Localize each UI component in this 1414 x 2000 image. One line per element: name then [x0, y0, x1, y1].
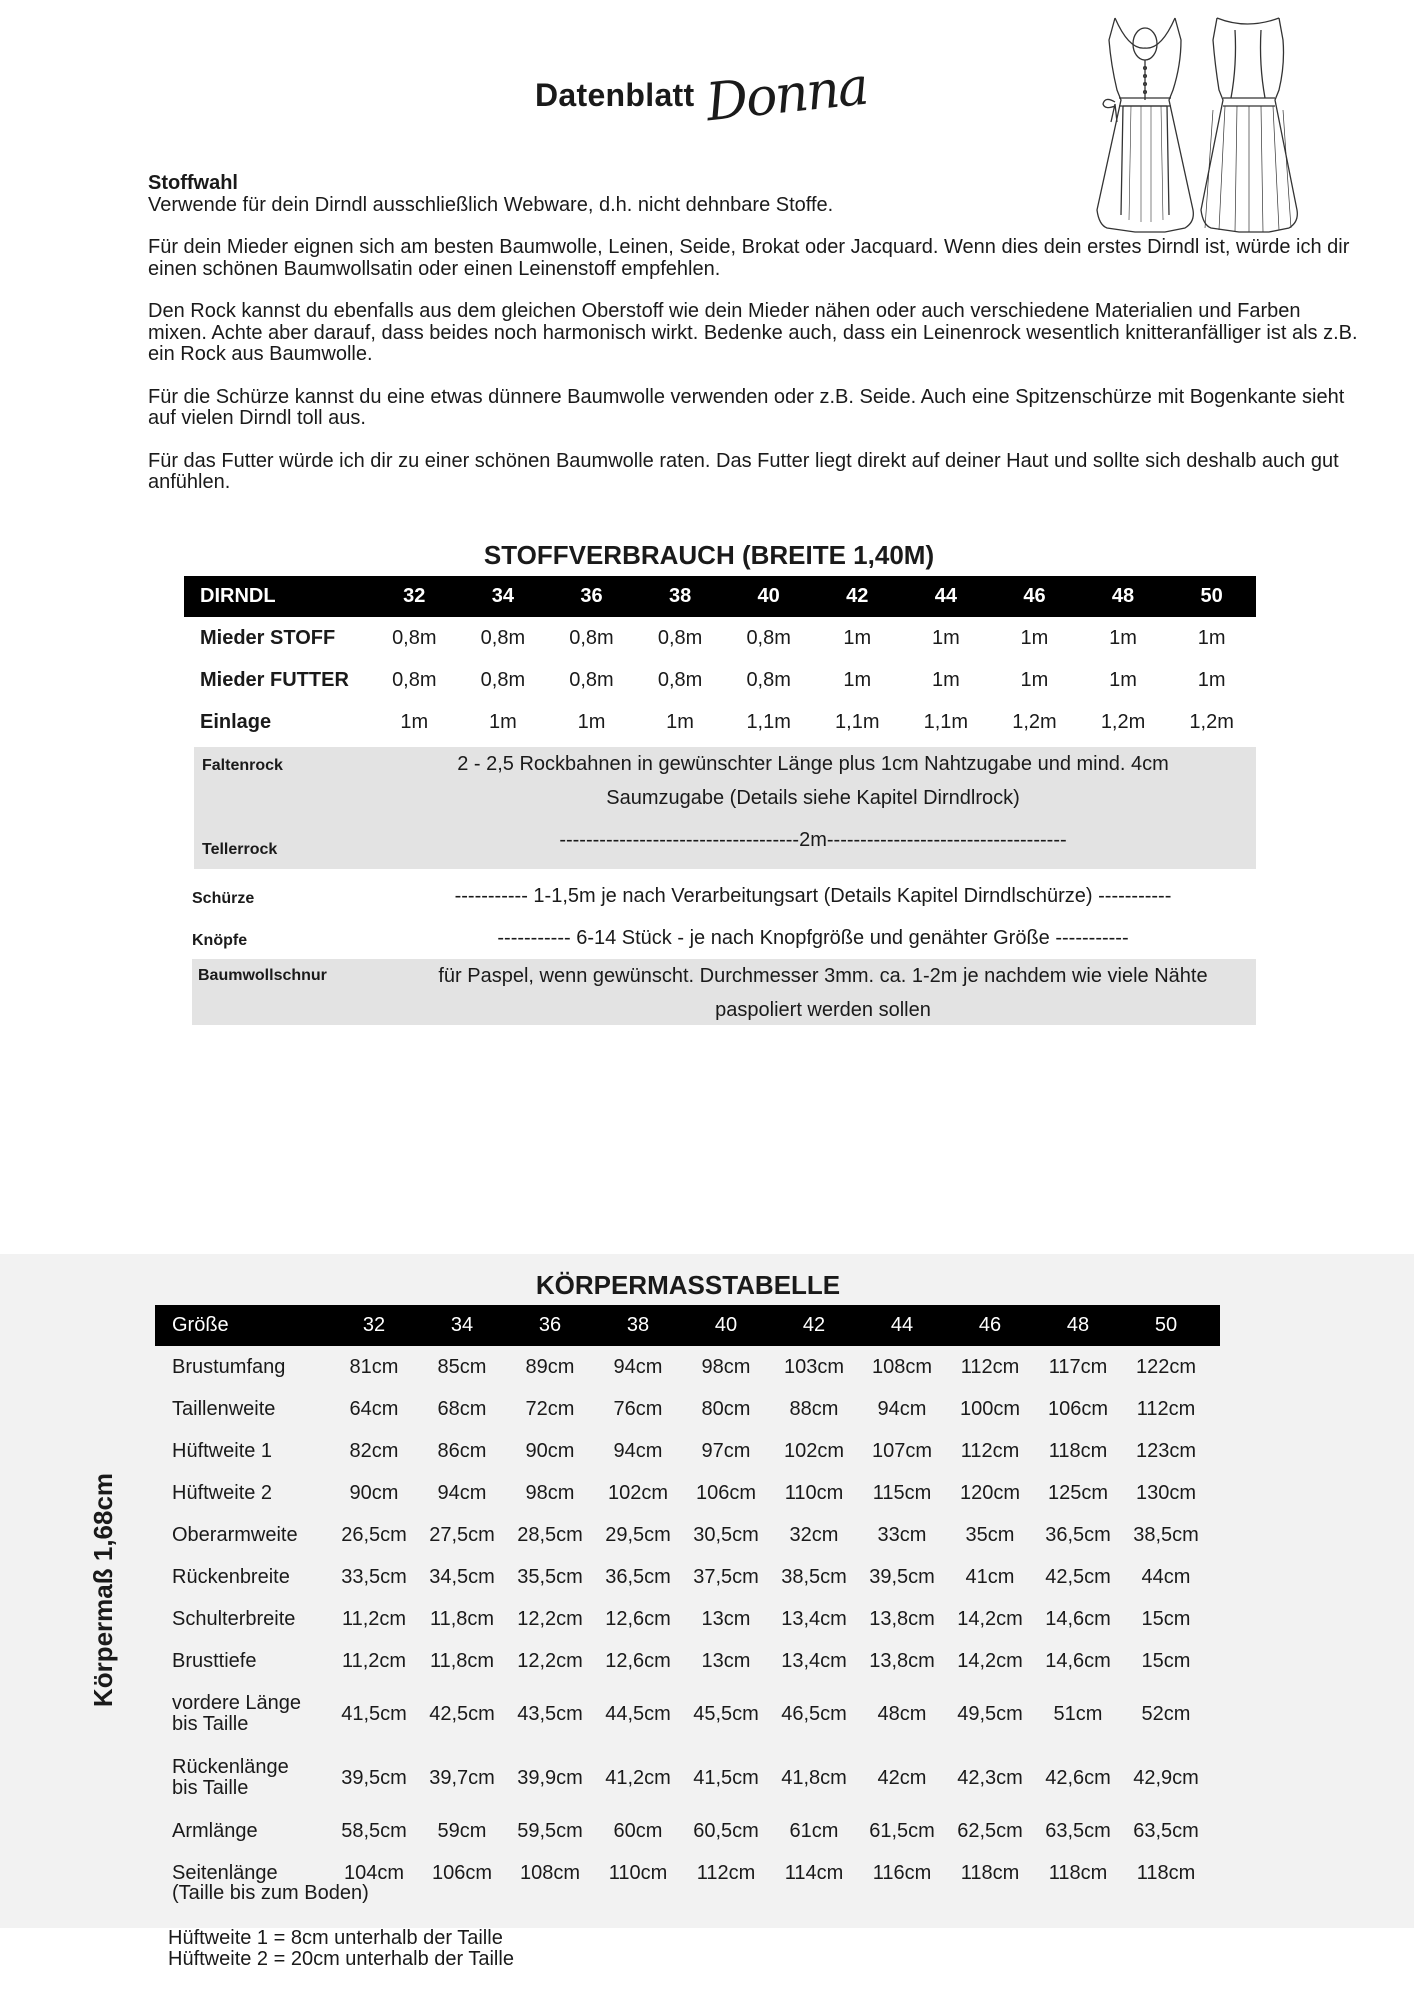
- table-row: [155, 1640, 1220, 1682]
- table-cell: 1m: [931, 626, 960, 649]
- table-cell: 61cm: [789, 1819, 839, 1842]
- table-cell: 59cm: [437, 1819, 487, 1842]
- tellerrock-label: Tellerrock: [202, 841, 278, 858]
- table-cell: 14,6cm: [1045, 1607, 1111, 1630]
- size-header: 46: [1023, 585, 1046, 607]
- title-text: Datenblatt: [535, 76, 695, 113]
- size-header: 44: [890, 1314, 914, 1336]
- size-header: 38: [626, 1314, 650, 1336]
- knoepfe-row: [192, 917, 1256, 959]
- size-header: 36: [538, 1314, 562, 1336]
- table-cell: 41,2cm: [605, 1766, 671, 1789]
- header-label: DIRNDL: [200, 585, 276, 607]
- table-row: [155, 1810, 1220, 1852]
- table-cell: 106cm: [1047, 1397, 1109, 1420]
- size-header: 42: [846, 585, 869, 607]
- table-cell: 12,6cm: [605, 1649, 671, 1672]
- table-cell: 41cm: [965, 1565, 1015, 1588]
- row-label-line: Taillenweite: [172, 1397, 276, 1420]
- table-cell: 118cm: [1136, 1861, 1196, 1884]
- table-cell: 0,8m: [657, 668, 703, 691]
- table-cell: 44,5cm: [605, 1702, 671, 1725]
- table-cell: 125cm: [1047, 1481, 1109, 1504]
- table-cell: 0,8m: [480, 668, 526, 691]
- table-cell: 43,5cm: [517, 1702, 583, 1725]
- table-cell: 36,5cm: [605, 1565, 671, 1588]
- table-cell: 118cm: [960, 1861, 1020, 1884]
- row-label: [155, 1609, 330, 1630]
- intro-paragraph: Den Rock kannst du ebenfalls aus dem gleichen Oberstoff wie dein Mieder nähen oder auch verschiedene Materialien und Farben mixen. Achte aber darauf, dass beides noch harmonisch wirkt. Bedenke auch, dass ein Leinenrock wesentlich knitteranfälliger ist als z.B. ein Rock aus Baumwolle.: [148, 300, 1358, 365]
- table-cell: 33cm: [877, 1523, 927, 1546]
- table-cell: 123cm: [1135, 1439, 1197, 1462]
- row-label: [155, 1863, 330, 1884]
- intro-paragraph: Für die Schürze kannst du eine etwas dünnere Baumwolle verwenden oder z.B. Seide. Auch eine Spitzenschürze mit Bogenkante sieht auf vielen Dirndl toll aus.: [148, 385, 1345, 429]
- table-cell: 1m: [843, 668, 872, 691]
- footnote: Hüftweite 2 = 20cm unterhalb der Taille: [168, 1948, 514, 1970]
- table-cell: 29,5cm: [605, 1523, 671, 1546]
- size-header: 50: [1200, 585, 1223, 607]
- row-label-line: Hüftweite 1: [172, 1439, 273, 1462]
- table-cell: 1m: [577, 710, 606, 733]
- table-cell: 94cm: [613, 1439, 663, 1462]
- table-cell: 27,5cm: [429, 1523, 495, 1546]
- table-cell: 38,5cm: [781, 1565, 847, 1588]
- table-cell: 42,9cm: [1133, 1766, 1199, 1789]
- table-cell: 112cm: [1136, 1397, 1196, 1420]
- table-cell: 42,3cm: [957, 1766, 1023, 1789]
- size-header: 48: [1066, 1314, 1090, 1336]
- table-row: [184, 701, 1256, 743]
- size-header: 48: [1111, 585, 1135, 607]
- row-label-line: Schulterbreite: [172, 1607, 296, 1630]
- table-cell: 0,8m: [657, 626, 703, 649]
- table-header-row: [155, 1305, 1220, 1346]
- document-title: [535, 55, 871, 135]
- table-row: [155, 1682, 1220, 1746]
- table-cell: 13,8cm: [869, 1607, 935, 1630]
- table-cell: 108cm: [871, 1355, 933, 1378]
- table-cell: 42,5cm: [429, 1702, 495, 1725]
- table-cell: 130cm: [1135, 1481, 1197, 1504]
- row-label: [155, 1693, 330, 1735]
- schnur-row: [192, 959, 1256, 1025]
- row-label: [155, 1483, 330, 1504]
- table-cell: 60,5cm: [693, 1819, 759, 1842]
- size-header: 34: [491, 585, 515, 607]
- fabric-consumption-title: STOFFVERBRAUCH (BREITE 1,40M): [483, 540, 935, 570]
- table-cell: 100cm: [959, 1397, 1021, 1420]
- row-label-line: Armlänge: [172, 1819, 258, 1842]
- table-cell: 36,5cm: [1045, 1523, 1111, 1546]
- skirt-labels: [194, 747, 370, 869]
- row-label-line: Seitenlänge: [172, 1861, 278, 1884]
- table-cell: 97cm: [701, 1439, 751, 1462]
- table-cell: 13,8cm: [869, 1649, 935, 1672]
- table-row: [155, 1598, 1220, 1640]
- fabric-rows: [184, 617, 1256, 743]
- table-cell: 118cm: [1048, 1861, 1108, 1884]
- table-cell: 82cm: [349, 1439, 399, 1462]
- table-cell: 28,5cm: [517, 1523, 583, 1546]
- table-row: [184, 659, 1256, 701]
- table-cell: 14,2cm: [957, 1607, 1023, 1630]
- table-cell: 12,6cm: [605, 1607, 671, 1630]
- table-cell: 117cm: [1048, 1355, 1108, 1378]
- table-cell: 1m: [488, 710, 517, 733]
- table-cell: 1,2m: [1100, 710, 1146, 733]
- fabric-choice-section: [148, 173, 1358, 515]
- table-cell: 1m: [931, 668, 960, 691]
- table-cell: 0,8m: [392, 626, 437, 649]
- table-cell: 1,2m: [1012, 710, 1057, 733]
- table-cell: 52cm: [1141, 1702, 1191, 1725]
- table-cell: 68cm: [437, 1397, 487, 1420]
- table-cell: 1m: [1109, 626, 1137, 649]
- table-cell: 102cm: [783, 1439, 845, 1462]
- table-cell: 42cm: [877, 1766, 927, 1789]
- table-cell: 102cm: [607, 1481, 669, 1504]
- table-cell: 80cm: [701, 1397, 751, 1420]
- table-row: [155, 1556, 1220, 1598]
- knoepfe-label: Knöpfe: [192, 932, 248, 949]
- table-cell: 76cm: [613, 1397, 663, 1420]
- table-cell: 122cm: [1135, 1355, 1197, 1378]
- table-cell: 107cm: [871, 1439, 933, 1462]
- table-cell: 35,5cm: [517, 1565, 583, 1588]
- table-cell: 0,8m: [480, 626, 526, 649]
- table-cell: 112cm: [960, 1355, 1020, 1378]
- table-cell: 42,5cm: [1045, 1565, 1111, 1588]
- table-cell: 51cm: [1053, 1702, 1103, 1725]
- row-label-line: Rückenbreite: [172, 1565, 290, 1588]
- intro-paragraph: Für dein Mieder eignen sich am besten Baumwolle, Leinen, Seide, Brokat oder Jacquard. Wenn dies dein erstes Dirndl ist, würde ich dir einen schönen Baumwollsatin oder einen Leinenstoff empfehlen.: [148, 236, 1350, 280]
- size-header: 36: [580, 585, 603, 607]
- table-cell: 46,5cm: [781, 1702, 847, 1725]
- table-cell: 60cm: [613, 1819, 663, 1842]
- table-cell: 11,8cm: [429, 1649, 495, 1672]
- row-label-line: Hüftweite 2: [172, 1481, 273, 1504]
- table-row: [155, 1388, 1220, 1430]
- table-cell: 1,2m: [1189, 710, 1234, 733]
- table-cell: 14,2cm: [957, 1649, 1023, 1672]
- table-cell: 106cm: [695, 1481, 757, 1504]
- table-cell: 39,7cm: [429, 1766, 495, 1789]
- body-height-label: Körpermaß 1,68cm: [88, 1472, 118, 1708]
- row-label: [155, 1399, 330, 1420]
- table-cell: 11,8cm: [429, 1607, 495, 1630]
- footnotes: [168, 1928, 514, 1970]
- table-cell: 12,2cm: [517, 1649, 583, 1672]
- size-header: 34: [450, 1314, 474, 1336]
- table-cell: 112cm: [960, 1439, 1020, 1462]
- row-note: (Taille bis zum Boden): [172, 1882, 369, 1904]
- table-cell: 98cm: [525, 1481, 575, 1504]
- body-measurement-table: [155, 1305, 1220, 1905]
- row-label-line: Oberarmweite: [172, 1523, 298, 1546]
- row-label: Mieder STOFF: [200, 626, 336, 649]
- table-cell: 26,5cm: [341, 1523, 407, 1546]
- title-script-name: Donna: [703, 56, 871, 134]
- table-cell: 39,5cm: [341, 1766, 407, 1789]
- table-cell: 94cm: [437, 1481, 487, 1504]
- table-cell: 108cm: [519, 1861, 581, 1884]
- row-label-line: Brusttiefe: [172, 1649, 257, 1672]
- row-label-line: Rückenlänge: [172, 1756, 289, 1778]
- table-cell: 0,8m: [746, 668, 791, 691]
- table-cell: 90cm: [349, 1481, 399, 1504]
- table-cell: 30,5cm: [693, 1523, 759, 1546]
- row-label-line: bis Taille: [172, 1777, 249, 1799]
- table-cell: 64cm: [349, 1397, 399, 1420]
- size-header: 40: [714, 1314, 738, 1336]
- table-cell: 115cm: [872, 1481, 932, 1504]
- body-rows: [155, 1346, 1220, 1905]
- skirt-texts: [370, 747, 1256, 869]
- table-cell: 1m: [1109, 668, 1137, 691]
- intro-paragraph: Verwende für dein Dirndl ausschließlich Webware, d.h. nicht dehnbare Stoffe.: [148, 193, 834, 216]
- table-cell: 13cm: [701, 1649, 751, 1672]
- table-cell: 35cm: [965, 1523, 1015, 1546]
- size-header: 42: [802, 1314, 826, 1336]
- row-label-line: vordere Länge: [172, 1692, 301, 1714]
- size-header: 32: [362, 1314, 386, 1336]
- table-row: [155, 1472, 1220, 1514]
- table-cell: 72cm: [525, 1397, 575, 1420]
- table-cell: 88cm: [789, 1397, 839, 1420]
- schnur-texts: [390, 959, 1256, 1025]
- fabric-choice-heading: Stoffwahl: [148, 172, 238, 194]
- table-cell: 44cm: [1141, 1565, 1191, 1588]
- header-label: Größe: [172, 1314, 229, 1336]
- size-header: 46: [978, 1314, 1002, 1336]
- table-cell: 1m: [1197, 668, 1226, 691]
- footnote: Hüftweite 1 = 8cm unterhalb der Taille: [168, 1927, 503, 1949]
- table-cell: 38,5cm: [1133, 1523, 1199, 1546]
- schuerze-row: [192, 875, 1256, 917]
- skirt-block: [194, 747, 1256, 869]
- schuerze-label: Schürze: [192, 890, 255, 907]
- row-label-line: bis Taille: [172, 1713, 249, 1735]
- table-cell: 98cm: [701, 1355, 751, 1378]
- size-header: 32: [403, 585, 426, 607]
- row-label: [155, 1821, 330, 1842]
- table-cell: 120cm: [959, 1481, 1021, 1504]
- schnur-label: Baumwollschnur: [198, 967, 327, 984]
- row-label: [155, 1357, 330, 1378]
- row-label: [155, 1567, 330, 1588]
- table-cell: 42,6cm: [1045, 1766, 1111, 1789]
- table-cell: 15cm: [1141, 1649, 1191, 1672]
- table-cell: 41,8cm: [781, 1766, 847, 1789]
- table-cell: 11,2cm: [341, 1649, 407, 1672]
- table-cell: 106cm: [431, 1861, 493, 1884]
- faltenrock-label: Faltenrock: [202, 757, 283, 774]
- row-label: Mieder FUTTER: [200, 668, 349, 691]
- table-cell: 103cm: [783, 1355, 845, 1378]
- table-cell: 90cm: [525, 1439, 575, 1462]
- table-cell: 114cm: [784, 1861, 844, 1884]
- table-cell: 63,5cm: [1045, 1819, 1111, 1842]
- table-cell: 81cm: [349, 1355, 399, 1378]
- row-label: [155, 1525, 330, 1546]
- table-cell: 1,1m: [923, 710, 969, 733]
- table-cell: 104cm: [343, 1861, 405, 1884]
- row-label: [155, 1441, 330, 1462]
- table-cell: 116cm: [872, 1861, 932, 1884]
- table-cell: 37,5cm: [693, 1565, 759, 1588]
- table-cell: 48cm: [877, 1702, 927, 1725]
- schuerze-text: ----------- 1-1,5m je nach Verarbeitungsart (Details Kapitel Dirndlschürze) -----------: [454, 885, 1172, 907]
- table-cell: 86cm: [437, 1439, 487, 1462]
- table-header-row: [184, 576, 1256, 617]
- table-row: [155, 1346, 1220, 1388]
- table-row: [155, 1746, 1220, 1810]
- table-cell: 34,5cm: [429, 1565, 495, 1588]
- table-cell: 110cm: [608, 1861, 668, 1884]
- row-label: [155, 1651, 330, 1672]
- faltenrock-text-line2: Saumzugabe (Details siehe Kapitel Dirndlrock): [606, 787, 1020, 809]
- size-header: 50: [1154, 1314, 1178, 1336]
- body-measurement-title: KÖRPERMASSTABELLE: [535, 1270, 841, 1300]
- table-cell: 1m: [1020, 626, 1049, 649]
- table-cell: 0,8m: [569, 668, 614, 691]
- table-cell: 13,4cm: [781, 1607, 847, 1630]
- table-cell: 0,8m: [392, 668, 437, 691]
- table-cell: 1,1m: [746, 710, 791, 733]
- table-cell: 58,5cm: [341, 1819, 407, 1842]
- schnur-text-line1: für Paspel, wenn gewünscht. Durchmesser 3mm. ca. 1-2m je nachdem wie viele Nähte: [438, 965, 1208, 987]
- table-cell: 63,5cm: [1133, 1819, 1199, 1842]
- size-header: 38: [668, 585, 692, 607]
- knoepfe-text: ----------- 6-14 Stück - je nach Knopfgröße und genähter Größe -----------: [497, 927, 1129, 949]
- table-cell: 61,5cm: [869, 1819, 935, 1842]
- table-cell: 94cm: [877, 1397, 927, 1420]
- table-cell: 1m: [1197, 626, 1226, 649]
- fabric-consumption-table: [184, 576, 1256, 1025]
- table-cell: 49,5cm: [957, 1702, 1023, 1725]
- schnur-text-line2: paspoliert werden sollen: [715, 999, 931, 1021]
- tellerrock-text: ------------------------------------2m------------------------------------: [559, 829, 1067, 851]
- table-cell: 13cm: [701, 1607, 751, 1630]
- table-cell: 14,6cm: [1045, 1649, 1111, 1672]
- table-cell: 39,5cm: [869, 1565, 935, 1588]
- table-cell: 39,9cm: [517, 1766, 583, 1789]
- table-cell: 1m: [843, 626, 872, 649]
- intro-paragraph: Für das Futter würde ich dir zu einer schönen Baumwolle raten. Das Futter liegt direkt auf deiner Haut und sollte sich deshalb auch gut anfühlen.: [148, 449, 1339, 493]
- table-cell: 0,8m: [746, 626, 791, 649]
- faltenrock-text-line1: 2 - 2,5 Rockbahnen in gewünschter Länge plus 1cm Nahtzugabe und mind. 4cm: [457, 753, 1169, 775]
- table-cell: 1m: [666, 710, 694, 733]
- table-cell: 15cm: [1141, 1607, 1191, 1630]
- size-header: 44: [934, 585, 957, 607]
- table-cell: 1m: [1020, 668, 1049, 691]
- table-cell: 89cm: [525, 1355, 575, 1378]
- table-cell: 110cm: [784, 1481, 844, 1504]
- table-cell: 33,5cm: [341, 1565, 407, 1588]
- size-header: 40: [757, 585, 780, 607]
- table-cell: 41,5cm: [341, 1702, 407, 1725]
- table-cell: 62,5cm: [957, 1819, 1023, 1842]
- table-cell: 59,5cm: [517, 1819, 583, 1842]
- row-label: Einlage: [200, 710, 272, 733]
- table-cell: 0,8m: [569, 626, 614, 649]
- row-label-line: Brustumfang: [172, 1355, 286, 1378]
- table-cell: 112cm: [696, 1861, 756, 1884]
- table-row: [155, 1514, 1220, 1556]
- table-cell: 85cm: [437, 1355, 487, 1378]
- table-cell: 41,5cm: [693, 1766, 759, 1789]
- table-row: [184, 617, 1256, 659]
- table-cell: 45,5cm: [693, 1702, 759, 1725]
- table-row: [155, 1430, 1220, 1472]
- table-cell: 32cm: [789, 1523, 839, 1546]
- table-cell: 118cm: [1048, 1439, 1108, 1462]
- table-cell: 94cm: [613, 1355, 663, 1378]
- table-cell: 13,4cm: [781, 1649, 847, 1672]
- table-cell: 1,1m: [835, 710, 880, 733]
- table-cell: 11,2cm: [341, 1607, 407, 1630]
- row-label: [155, 1757, 330, 1799]
- table-cell: 1m: [400, 710, 429, 733]
- table-cell: 12,2cm: [517, 1607, 583, 1630]
